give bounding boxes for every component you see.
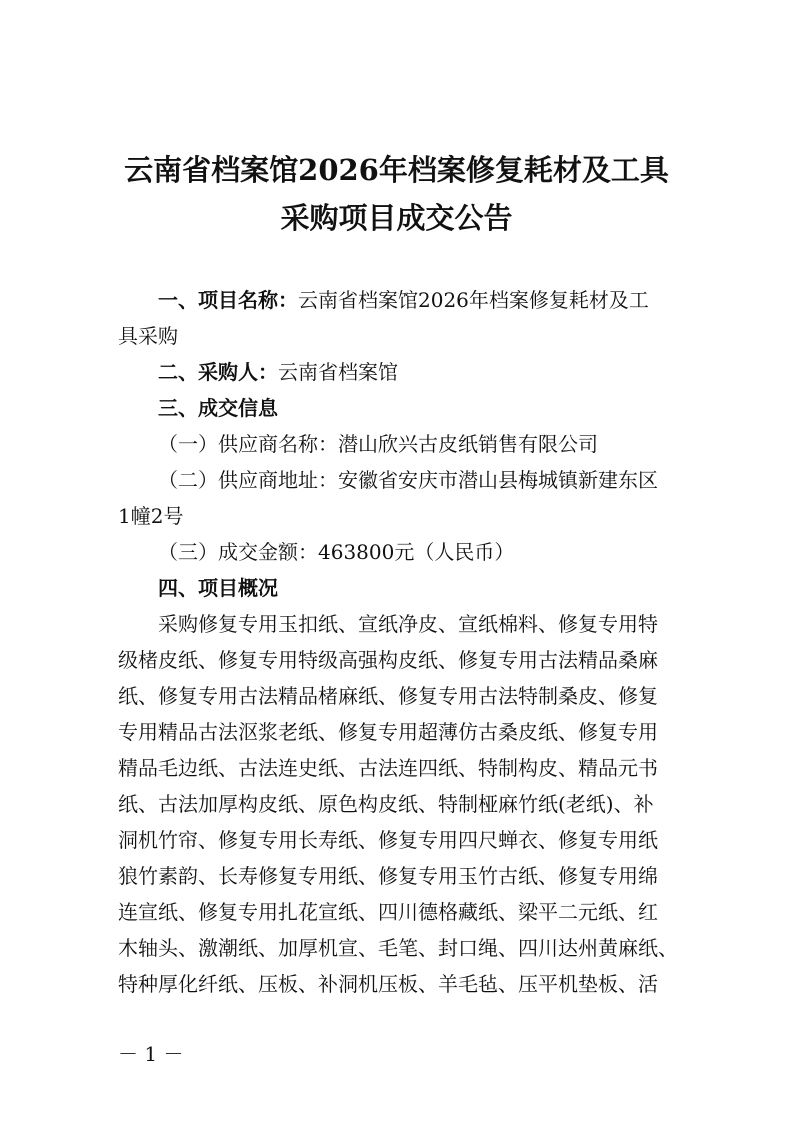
purchaser-value: 云南省档案馆 bbox=[278, 360, 398, 384]
overview-line: 特种厚化纤纸、压板、补洞机压板、羊毛毡、压平机垫板、活 bbox=[118, 972, 658, 996]
document-title-line-1: 云南省档案馆2026年档案修复耗材及工具 bbox=[124, 153, 669, 187]
project-name-line-1 bbox=[118, 282, 678, 318]
supplier-name: （一）供应商名称：潜山欣兴古皮纸销售有限公司 bbox=[158, 432, 598, 456]
page-number: － 1 － bbox=[118, 1042, 184, 1066]
overview-line: 纸、古法加厚构皮纸、原色构皮纸、特制桠麻竹纸(老纸)、补 bbox=[118, 792, 654, 816]
overview-line: 精品毛边纸、古法连史纸、古法连四纸、特制构皮、精品元书 bbox=[118, 756, 658, 780]
supplier-address-line-1: （二）供应商地址：安徽省安庆市潜山县梅城镇新建东区 bbox=[158, 468, 658, 492]
overview-line: 连宣纸、修复专用扎花宣纸、四川德格藏纸、梁平二元纸、红 bbox=[118, 900, 658, 924]
project-name-heading: 一、项目名称： bbox=[158, 288, 298, 312]
deal-amount: （三）成交金额：463800元（人民币） bbox=[158, 540, 515, 564]
overview-line: 专用精品古法沤浆老纸、修复专用超薄仿古桑皮纸、修复专用 bbox=[118, 720, 658, 744]
overview-line: 木轴头、激潮纸、加厚机宣、毛笔、封口绳、四川达州黄麻纸、 bbox=[118, 936, 678, 960]
overview-line: 洞机竹帘、修复专用长寿纸、修复专用四尺蝉衣、修复专用纸 bbox=[118, 828, 658, 852]
purchaser-line bbox=[118, 354, 678, 390]
overview-line: 狼竹素韵、长寿修复专用纸、修复专用玉竹古纸、修复专用绵 bbox=[118, 864, 658, 888]
deal-info-heading: 三、成交信息 bbox=[158, 396, 278, 420]
document-title-line-2: 采购项目成交公告 bbox=[280, 201, 513, 235]
overview-line: 采购修复专用玉扣纸、宣纸净皮、宣纸棉料、修复专用特 bbox=[158, 612, 658, 636]
purchaser-heading: 二、采购人： bbox=[158, 360, 278, 384]
project-name-line-2: 具采购 bbox=[118, 324, 178, 348]
supplier-address-line-2: 1幢2号 bbox=[118, 504, 184, 528]
document-body bbox=[118, 282, 678, 1002]
overview-line: 级楮皮纸、修复专用特级高强构皮纸、修复专用古法精品桑麻 bbox=[118, 648, 658, 672]
overview-heading: 四、项目概况 bbox=[158, 576, 278, 600]
project-name-value: 云南省档案馆2026年档案修复耗材及工 bbox=[298, 288, 649, 312]
overview-line: 纸、修复专用古法精品楮麻纸、修复专用古法特制桑皮、修复 bbox=[118, 684, 658, 708]
